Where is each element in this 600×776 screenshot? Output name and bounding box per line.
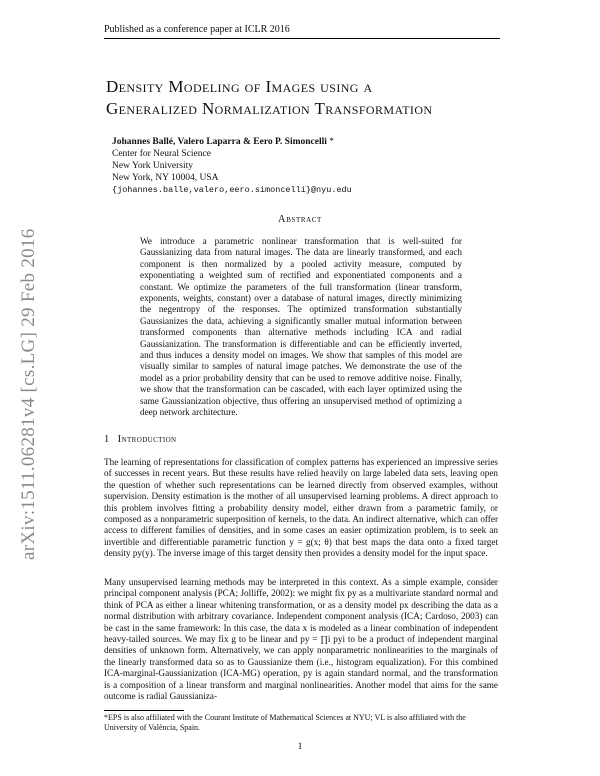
running-header: Published as a conference paper at ICLR 2016 — [104, 24, 500, 39]
arxiv-identifier: arXiv:1511.06281v4 [cs.LG] 29 Feb 2016 — [18, 228, 39, 560]
author-email: {johannes.balle,valero,eero.simoncelli}@nyu.edu — [112, 185, 352, 195]
section-number: 1 — [104, 434, 110, 445]
title-line-1: Density Modeling of Images using a — [106, 77, 373, 96]
arxiv-side-label — [18, 200, 44, 560]
footnote-mark: * — [326, 137, 335, 147]
intro-paragraph-1: The learning of representations for classification of complex patterns has experienced an impressive series of successes in recent years. But these results have relied heavily on large labeled data sets, leaving open the question of whether such representations can be learned directly from observed examples, without supervision. Density estimation is the mother of all unsupervised learning problems. A direct approach to this problem involves fitting a probability density model, either drawn from a parametric family, or composed as a nonparametric superposition of kernels, to the data. An indirect alternative, which can offer access to different families of densities, and in some cases an easier optimization problem, is to seek an invertible and differentiable parametric function y = g(x; θ) that best maps the data onto a fixed target density py(y). The inverse image of this target density then provides a density model for the input space. — [104, 457, 498, 559]
title-line-2: Generalized Normalization Transformation — [106, 99, 433, 118]
affiliation-line-2: New York University — [112, 161, 194, 171]
page-number: 1 — [297, 742, 303, 752]
author-names: Johannes Ballé, Valero Laparra & Eero P. Simoncelli — [112, 137, 327, 147]
section-heading — [104, 434, 177, 445]
affiliation-line-3: New York, NY 10004, USA — [112, 173, 219, 183]
footnote-rule — [104, 710, 184, 711]
affiliation-line-1: Center for Neural Science — [112, 149, 211, 159]
intro-paragraph-2: Many unsupervised learning methods may be interpreted in this context. As a simple example, consider principal component analysis (PCA; Jolliffe, 2002): we might fix py as a multivariate standard normal and think of PCA as either a linear whitening transformation, or as a density model px describing the data as a normal distribution with arbitrary covariance. Independent component analysis (ICA; Cardoso, 2003) can be cast in the same framework: In this case, the data x is modeled as a linear combination of independent heavy-tailed sources. We may fix g to be linear and py = ∏i pyi to be a product of independent marginal densities of unknown form. Alternatively, we can apply nonparametric nonlinearities to the marginals of the linearly transformed data so as to Gaussianize them (i.e., histogram equalization). For this combined ICA-marginal-Gaussianization (ICA-MG) operation, py is again standard normal, and the transformation is a composition of a linear transform and marginal nonlinearities. Another model that aims for the same outcome is radial Gaussianiza- — [104, 577, 498, 702]
paper-title — [106, 76, 506, 120]
abstract-heading: Abstract — [278, 214, 322, 225]
abstract-text: We introduce a parametric nonlinear transformation that is well-suited for Gaussianizing data from natural images. The data are linearly transformed, and each component is then normalized by a pooled activity measure, computed by exponentiating a weighted sum of rectified and exponentiated components and a constant. We optimize the parameters of the full transformation (linear transform, exponents, weights, constant) over a database of natural images, directly minimizing the negentropy of the responses. The optimized transformation substantially Gaussianizes the data, achieving a significantly smaller mutual information between transformed components than alternative methods including ICA and radial Gaussianization. The transformation is differentiable and can be efficiently inverted, and thus induces a density model on images. We show that samples of this model are visually similar to samples of natural image patches. We demonstrate the use of the model as a prior probability density that can be used to remove additive noise. Finally, we show that the transformation can be cascaded, with each layer optimized using the same Gaussianization objective, thus offering an unsupervised method of optimizing a deep network architecture. — [140, 236, 462, 418]
section-title: Introduction — [117, 434, 177, 445]
author-block — [112, 136, 352, 196]
footnote: *EPS is also affiliated with the Courant Institute of Mathematical Sciences at NYU; VL is also affiliated with the University of València, Spain. — [104, 713, 466, 732]
